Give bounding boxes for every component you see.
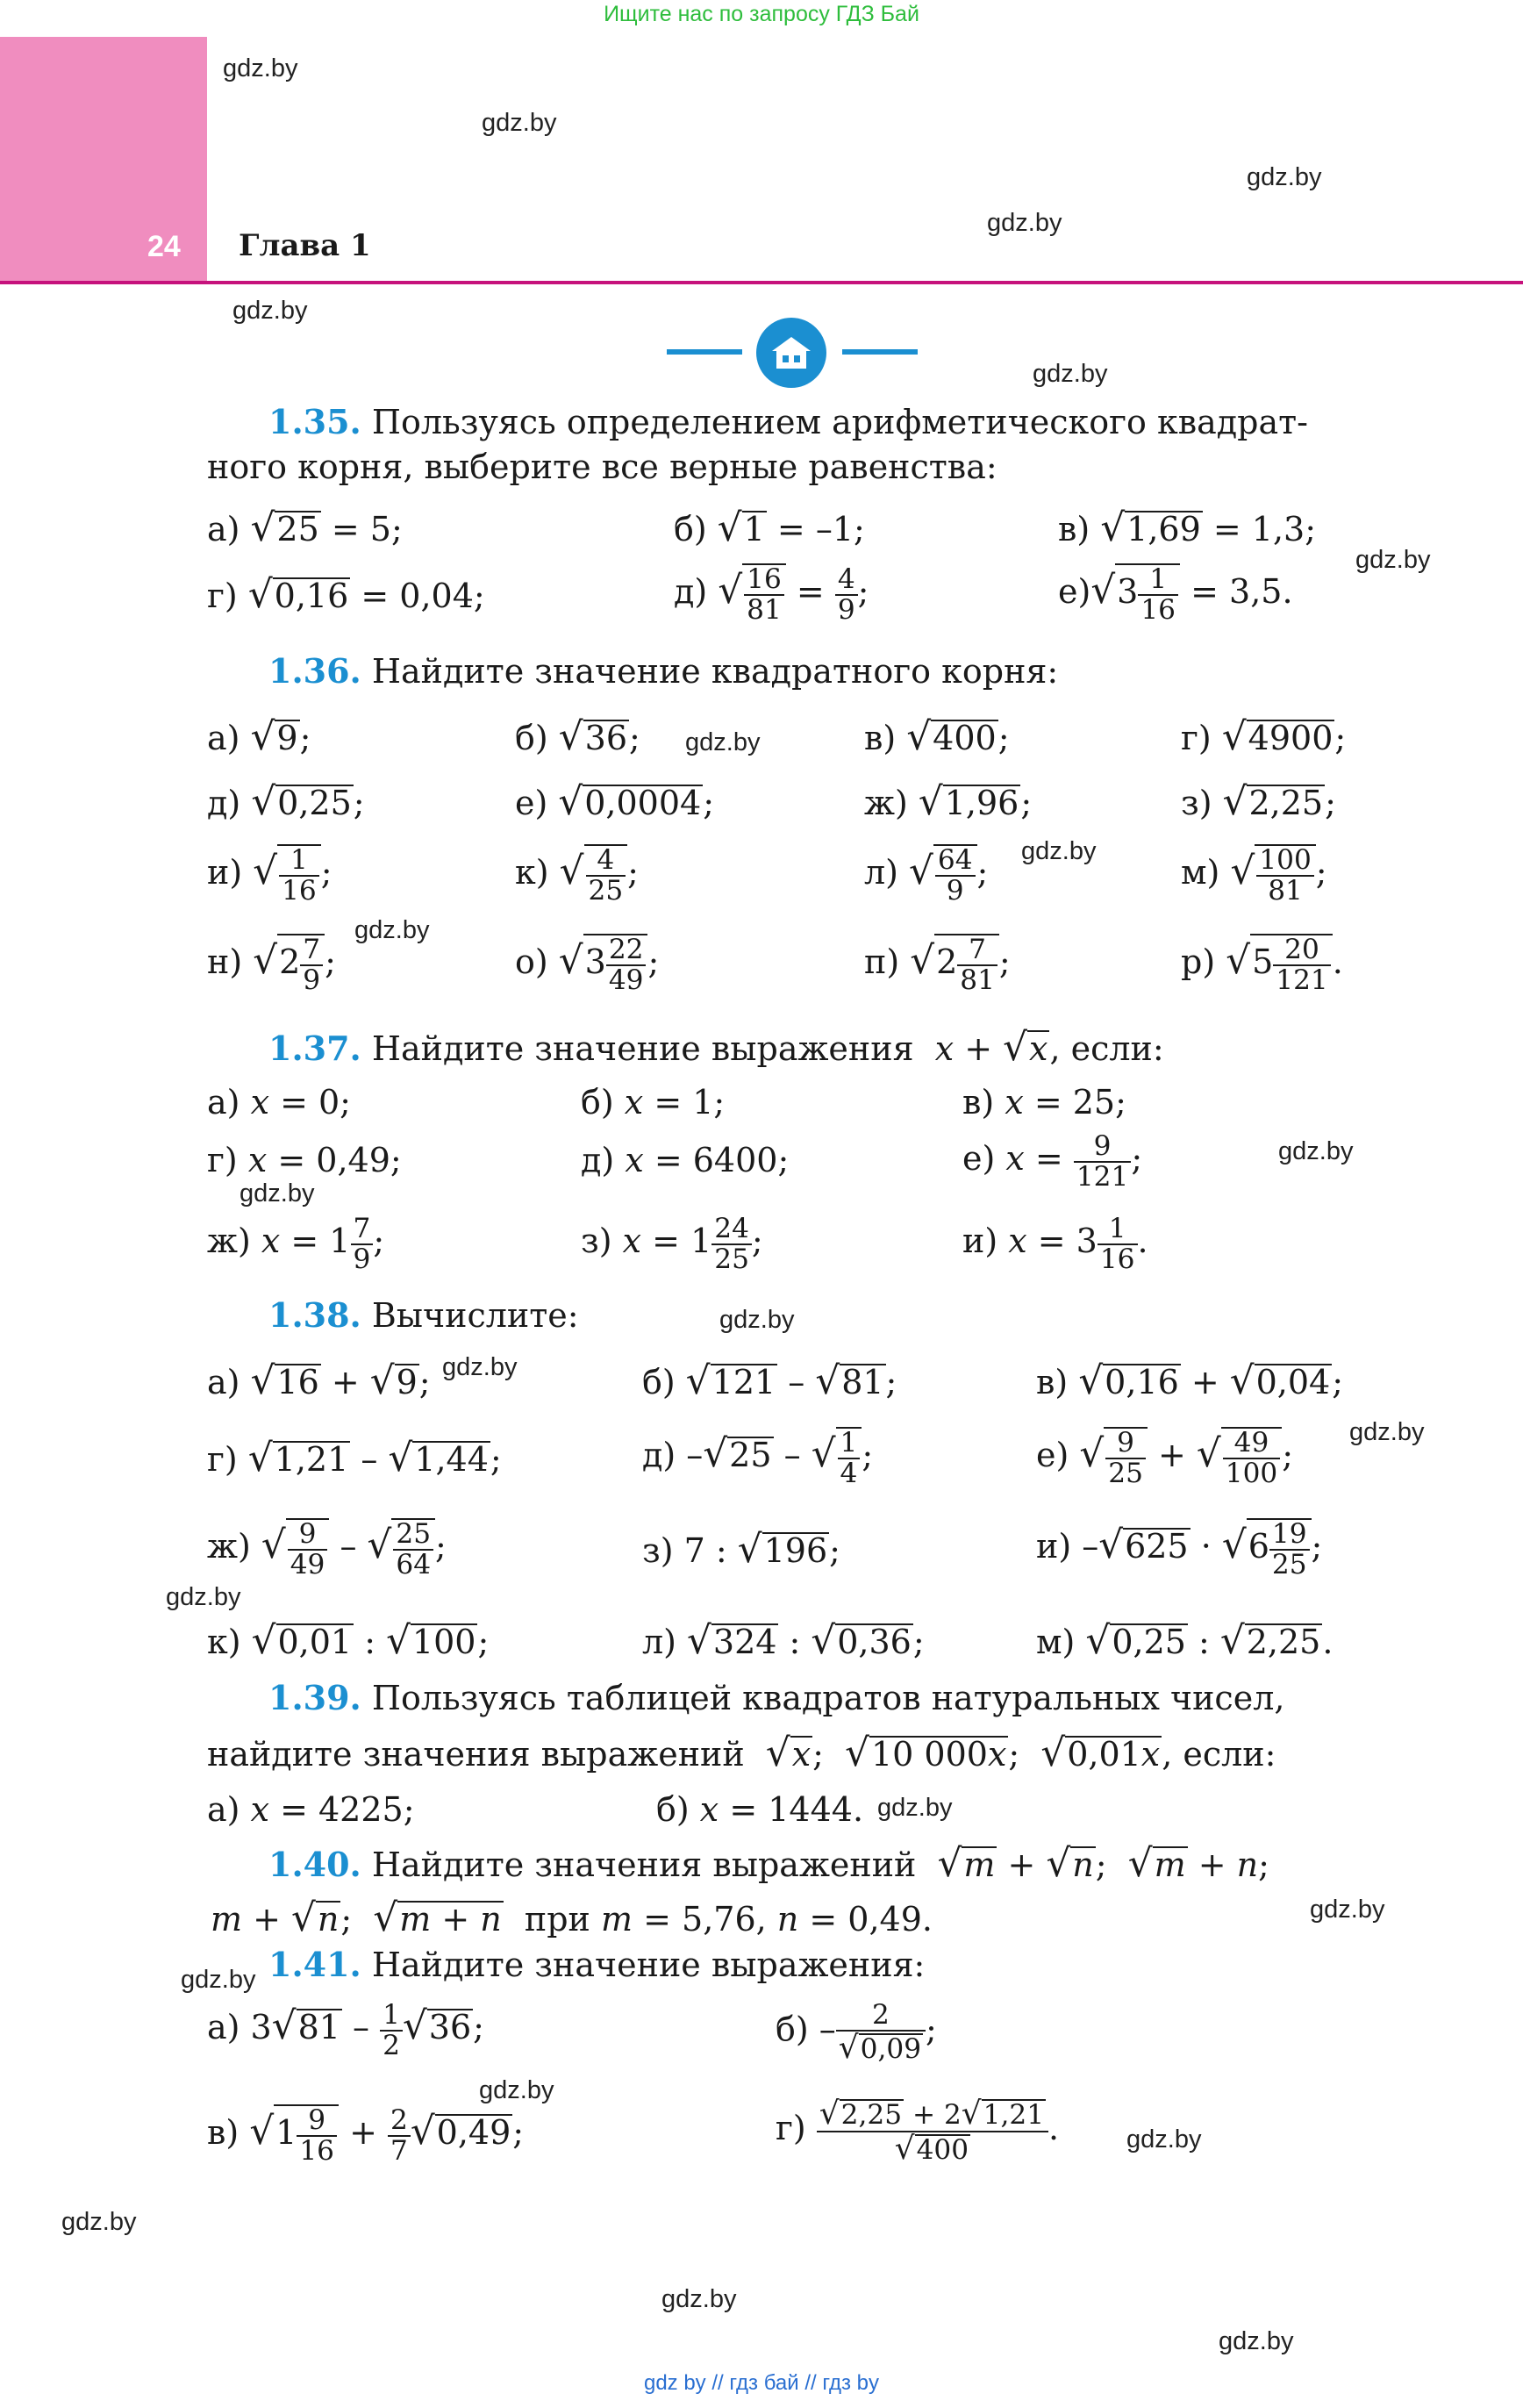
answer-item: и) x = 3 $\frac{1}{16}$ . [962, 1213, 1148, 1275]
answer-item: д) –√25 – √ $\frac{1}{4}$ ; [642, 1427, 874, 1489]
task-text: Найдите значение выражения [371, 1029, 914, 1068]
answer-item: з) √2,25; [1181, 779, 1336, 824]
task-number: 1.35. [268, 402, 361, 441]
answer-item: и) –√625 · √6 $\frac{19}{25}$ ; [1036, 1518, 1323, 1580]
answer-item: е) √0,0004; [515, 779, 715, 824]
task-135-line2: ного корня, выберите все верные равенства: [207, 448, 997, 486]
answer-item: о) √3 $\frac{22}{49}$ ; [515, 934, 660, 996]
answer-item: б) – $\frac{2}{√0,09}$ ; [776, 1999, 937, 2066]
task-text: Найдите значения выражений [371, 1845, 917, 1884]
answer-item: д) x = 6400; [581, 1141, 790, 1179]
task-141-title [268, 1945, 925, 1984]
watermark: gdz.by [661, 2285, 737, 2313]
answer-item: ж) x = 1 $\frac{7}{9}$ ; [207, 1213, 385, 1275]
task-number: 1.36. [268, 651, 361, 691]
task-tail: , если: [1162, 1735, 1276, 1774]
watermark: gdz.by [1219, 2327, 1294, 2355]
answer-item: в) √400; [864, 714, 1010, 759]
answer-item: а) √9; [207, 714, 311, 759]
task-140-line2: m + √n; √m + n при m = 5,76, n = 0,49. [211, 1896, 933, 1940]
top-banner[interactable]: Ищите нас по запросу ГДЗ Бай [604, 2, 919, 26]
answer-item: г) √4900; [1181, 714, 1347, 759]
task-number: 1.40. [268, 1845, 361, 1884]
answer-item: в) x = 25; [962, 1083, 1126, 1122]
answer-item: ж) √ $\frac{9}{49}$ – √ $\frac{25}{64}$ ; [207, 1518, 447, 1580]
chapter-title: Глава 1 [239, 228, 371, 263]
watermark: gdz.by [1349, 1418, 1425, 1446]
answer-item: а) 3√81 – $\frac{1}{2}$ √36; [207, 1999, 484, 2061]
answer-item: ж) √1,96; [864, 779, 1033, 824]
task-number: 1.41. [268, 1945, 361, 1984]
answer-item: г) x = 0,49; [207, 1141, 402, 1179]
answer-item: п) √2 $\frac{7}{81}$ ; [864, 934, 1011, 996]
bottom-links[interactable]: gdz by // гдз бай // гдз by [643, 2371, 880, 2395]
answer-item: б) √121 – √81; [642, 1358, 897, 1403]
answer-item: н) √2 $\frac{7}{9}$ ; [207, 934, 336, 996]
watermark: gdz.by [240, 1179, 315, 1208]
answer-item: в) √1 $\frac{9}{16}$ + $\frac{2}{7}$ √0,49; [207, 2104, 525, 2167]
answer-item: а) √16 + √9; [207, 1358, 431, 1403]
answer-item: г) √1,21 – √1,44; [207, 1436, 502, 1480]
task-text: Найдите значение выражения: [371, 1946, 926, 1984]
task-tail: , если: [1049, 1029, 1164, 1068]
watermark: gdz.by [1278, 1137, 1354, 1165]
page-number: 24 [147, 230, 181, 263]
watermark: gdz.by [354, 916, 430, 944]
answer-item: б) √36; [515, 714, 640, 759]
watermark: gdz.by [232, 297, 308, 325]
header-rule [0, 281, 1523, 284]
answer-item: з) 7 : √196; [642, 1527, 840, 1572]
answer-item: р) √5 $\frac{20}{121}$ . [1181, 934, 1343, 996]
watermark: gdz.by [877, 1794, 953, 1822]
task-number: 1.37. [268, 1028, 361, 1068]
answer-item: г) $\frac{√2,25 + 2√1,21}{√400}$ . [776, 2096, 1060, 2167]
answer-item: и) √ $\frac{1}{16}$ ; [207, 844, 332, 907]
task-136-title [268, 651, 1058, 691]
watermark: gdz.by [442, 1353, 518, 1381]
task-139-line1 [268, 1678, 1284, 1717]
task-135-line1 [268, 402, 1308, 441]
task-number: 1.39. [268, 1678, 361, 1717]
answer-item: е)√3 $\frac{1}{16}$ = 3,5. [1058, 563, 1293, 626]
watermark: gdz.by [61, 2208, 137, 2236]
task-140-line1: 1.40. Найдите значения выражений √m + √n; √m + n; [268, 1841, 1269, 1886]
house-icon [756, 318, 826, 388]
task-text: найдите значения выражений [207, 1735, 745, 1774]
watermark: gdz.by [223, 54, 298, 82]
answer-item: а) √25 = 5; [207, 505, 403, 550]
answer-item: м) √ $\frac{100}{81}$ ; [1181, 844, 1327, 907]
answer-item: в) √0,16 + √0,04; [1036, 1358, 1344, 1403]
answer-item: д) √ $\frac{16}{81}$ = $\frac{4}{9}$ ; [674, 563, 869, 626]
watermark: gdz.by [479, 2076, 554, 2104]
answer-item: к) √0,01 : √100; [207, 1618, 490, 1663]
watermark: gdz.by [482, 109, 557, 137]
answer-item: м) √0,25 : √2,25. [1036, 1618, 1334, 1663]
task-text: Найдите значение квадратного корня: [371, 652, 1059, 691]
watermark: gdz.by [987, 209, 1062, 237]
task-number: 1.38. [268, 1295, 361, 1335]
watermark: gdz.by [1355, 546, 1431, 574]
task-text: Пользуясь таблицей квадратов натуральных чисел, [371, 1679, 1285, 1717]
task-137-title: 1.37. Найдите значение выражения x + √x, если: [268, 1025, 1164, 1070]
task-139-line2: найдите значения выражений √x; √10 000x; √0,01x, если: [207, 1731, 1276, 1775]
task-text: Пользуясь определением арифметического квадрат- [371, 403, 1309, 441]
answer-item: д) √0,25; [207, 779, 365, 824]
answer-item: а) x = 4225; [207, 1790, 415, 1829]
divider-line-left [667, 349, 742, 355]
answer-item: б) x = 1444. [656, 1790, 864, 1829]
answer-item: е) x = $\frac{9}{121}$ ; [962, 1130, 1143, 1193]
answer-item: г) √0,16 = 0,04; [207, 572, 485, 617]
answer-item: в) √1,69 = 1,3; [1058, 505, 1316, 550]
answer-item: л) √ $\frac{64}{9}$ ; [864, 844, 989, 907]
answer-item: е) √ $\frac{9}{25}$ + √ $\frac{49}{100}$ ; [1036, 1427, 1294, 1489]
watermark: gdz.by [181, 1966, 256, 1994]
watermark: gdz.by [166, 1583, 241, 1611]
answer-item: б) x = 1; [581, 1083, 726, 1122]
answer-item: к) √ $\frac{4}{25}$ ; [515, 844, 639, 907]
watermark: gdz.by [685, 728, 761, 756]
divider-line-right [842, 349, 918, 355]
home-icon-badge [756, 318, 826, 388]
task-138-title [268, 1295, 579, 1335]
answer-item: а) x = 0; [207, 1083, 351, 1122]
watermark: gdz.by [719, 1306, 795, 1334]
answer-item: б) √1 = –1; [674, 505, 865, 550]
watermark: gdz.by [1247, 163, 1322, 191]
watermark: gdz.by [1310, 1896, 1385, 1924]
answer-item: л) √324 : √0,36; [642, 1618, 925, 1663]
watermark: gdz.by [1126, 2125, 1202, 2154]
task-text: Вычислите: [371, 1296, 579, 1335]
watermark: gdz.by [1033, 360, 1108, 388]
answer-item: з) x = 1 $\frac{24}{25}$ ; [581, 1213, 763, 1275]
task-text: при [524, 1900, 590, 1939]
watermark: gdz.by [1021, 837, 1097, 865]
